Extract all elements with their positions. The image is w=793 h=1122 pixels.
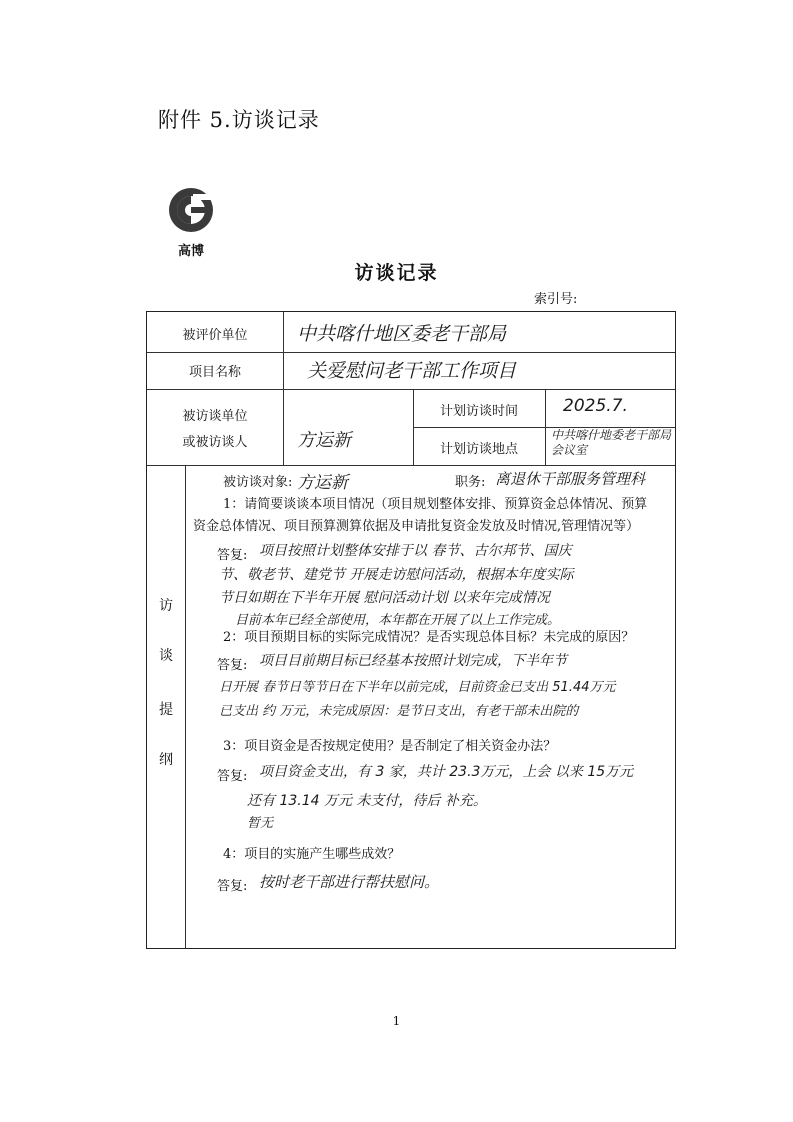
page-number: 1: [392, 1014, 401, 1028]
answer-2-line-2: 日开展 春节日等节日在下半年以前完成，目前资金已支出 51.44万元: [219, 680, 616, 695]
answer-1-line-2: 节、敬老节、建党节 开展走访慰问活动，根据本年度实际: [219, 567, 574, 583]
index-number-label: 索引号:: [534, 292, 578, 307]
logo-text: 高博: [177, 244, 204, 259]
planned-place-value: 中共喀什地委老干部局会议室: [551, 428, 672, 457]
planned-place-label: 计划访谈地点: [439, 442, 518, 457]
question-1-line-2: 资金总体情况、项目预算测算依据及申请批复资金发放及时情况,管理情况等）: [193, 519, 640, 534]
answer-3-label: 答复:: [217, 769, 248, 784]
answer-3-line-2: 还有 13.14 万元 未支付，待后 补充。: [247, 793, 487, 809]
interviewee-value: 方运新: [297, 430, 351, 451]
answer-2-label: 答复:: [217, 658, 248, 673]
answer-4-label: 答复:: [217, 879, 248, 894]
outline-label-char-2: 谈: [159, 648, 173, 664]
interview-form-table: [146, 311, 676, 949]
question-3: 3：项目资金是否按规定使用？是否制定了相关资金办法？: [223, 739, 557, 754]
project-name-value: 关爱慰问老干部工作项目: [307, 360, 517, 382]
outline-label-char-4: 纲: [159, 752, 173, 768]
question-2: 2：项目预期目标的实际完成情况？是否实现总体目标？未完成的原因？: [223, 630, 635, 645]
attachment-heading: 附件 5.访谈记录: [158, 108, 320, 132]
answer-1-line-1: 项目按照计划整体安排于以 春节、古尔邦节、国庆: [259, 543, 572, 559]
interviewee-object-label: 被访谈对象:: [223, 475, 293, 490]
answer-2-line-1: 项目目前期目标已经基本按照计划完成，下半年节: [259, 653, 567, 669]
question-1-line-1: 1：请简要谈谈本项目情况（项目规划整体安排、预算资金总体情况、预算: [223, 497, 648, 512]
position-label: 职务:: [455, 475, 486, 490]
answer-3-line-3: 暂无: [247, 816, 274, 831]
project-name-label: 项目名称: [188, 365, 241, 380]
document-title: 访谈记录: [354, 262, 439, 284]
interviewee-person-label: 或被访谈人: [182, 435, 248, 450]
answer-1-line-4: 目前本年已经全部使用，本年都在开展了以上工作完成。: [235, 613, 561, 628]
answer-4-line: 按时老干部进行帮扶慰问。: [259, 873, 440, 891]
interviewee-unit-label: 被访谈单位: [182, 409, 248, 424]
answer-2-line-3: 已支出 约 万元，未完成原因：是节日支出，有老干部未出院的: [219, 704, 579, 719]
outline-label-char-1: 访: [159, 598, 173, 614]
outline-label-char-3: 提: [159, 702, 173, 718]
gaobo-logo-icon: [160, 186, 222, 234]
planned-time-value: 2025.7.: [563, 396, 628, 416]
evaluated-unit-label: 被评价单位: [182, 328, 248, 343]
company-logo: [160, 186, 222, 259]
answer-1-line-3: 节日如期在下半年开展 慰问活动计划 以来年完成情况: [219, 590, 550, 606]
position-value: 离退休干部服务管理科: [495, 470, 646, 488]
interviewee-object-value: 方运新: [297, 473, 348, 493]
planned-time-label: 计划访谈时间: [439, 404, 518, 419]
answer-1-label: 答复:: [217, 548, 248, 563]
evaluated-unit-value: 中共喀什地区委老干部局: [297, 323, 507, 345]
question-4: 4：项目的实施产生哪些成效？: [223, 847, 401, 862]
answer-3-line-1: 项目资金支出，有 3 家，共计 23.3万元，上会 以来 15万元: [259, 764, 634, 780]
